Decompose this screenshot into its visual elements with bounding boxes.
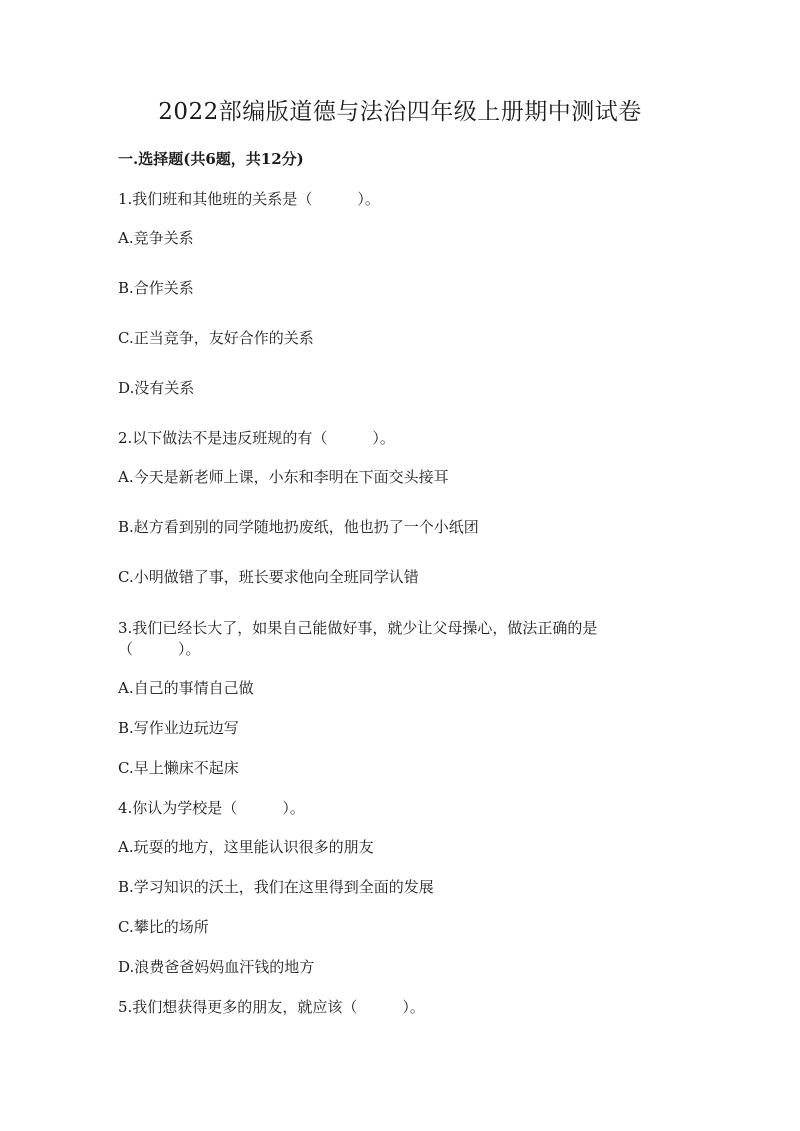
question-4-option-c[interactable]: C.攀比的场所	[118, 918, 209, 936]
question-4-stem: 4.你认为学校是（ ）。	[118, 799, 305, 817]
question-1-stem: 1.我们班和其他班的关系是（ ）。	[118, 190, 380, 208]
question-4-option-d[interactable]: D.浪费爸爸妈妈血汗钱的地方	[118, 958, 315, 976]
question-4-option-b[interactable]: B.学习知识的沃土，我们在这里得到全面的发展	[118, 878, 434, 896]
question-1-option-d[interactable]: D.没有关系	[118, 379, 195, 397]
question-3-option-a[interactable]: A.自己的事情自己做	[118, 679, 254, 697]
page-title: 2022部编版道德与法治四年级上册期中测试卷	[158, 99, 642, 125]
section-heading: 一.选择题(共6题，共12分)	[118, 150, 304, 168]
question-5-stem: 5.我们想获得更多的朋友，就应该（ ）。	[118, 998, 425, 1016]
question-2-option-b[interactable]: B.赵方看到别的同学随地扔废纸，他也扔了一个小纸团	[118, 518, 479, 536]
question-3-stem-continued: （ ）。	[118, 640, 201, 658]
question-2-option-c[interactable]: C.小明做错了事，班长要求他向全班同学认错	[118, 568, 419, 586]
question-1-option-a[interactable]: A.竞争关系	[118, 229, 194, 247]
question-3-option-c[interactable]: C.早上懒床不起床	[118, 759, 239, 777]
question-3-option-b[interactable]: B.写作业边玩边写	[118, 719, 239, 737]
question-2-stem: 2.以下做法不是违反班规的有（ ）。	[118, 429, 395, 447]
question-3-stem: 3.我们已经长大了，如果自己能做好事，就少让父母操心，做法正确的是	[118, 619, 598, 637]
question-1-option-c[interactable]: C.正当竞争，友好合作的关系	[118, 329, 314, 347]
question-1-option-b[interactable]: B.合作关系	[118, 279, 194, 297]
question-2-option-a[interactable]: A.今天是新老师上课，小东和李明在下面交头接耳	[118, 468, 449, 486]
question-4-option-a[interactable]: A.玩耍的地方，这里能认识很多的朋友	[118, 838, 374, 856]
